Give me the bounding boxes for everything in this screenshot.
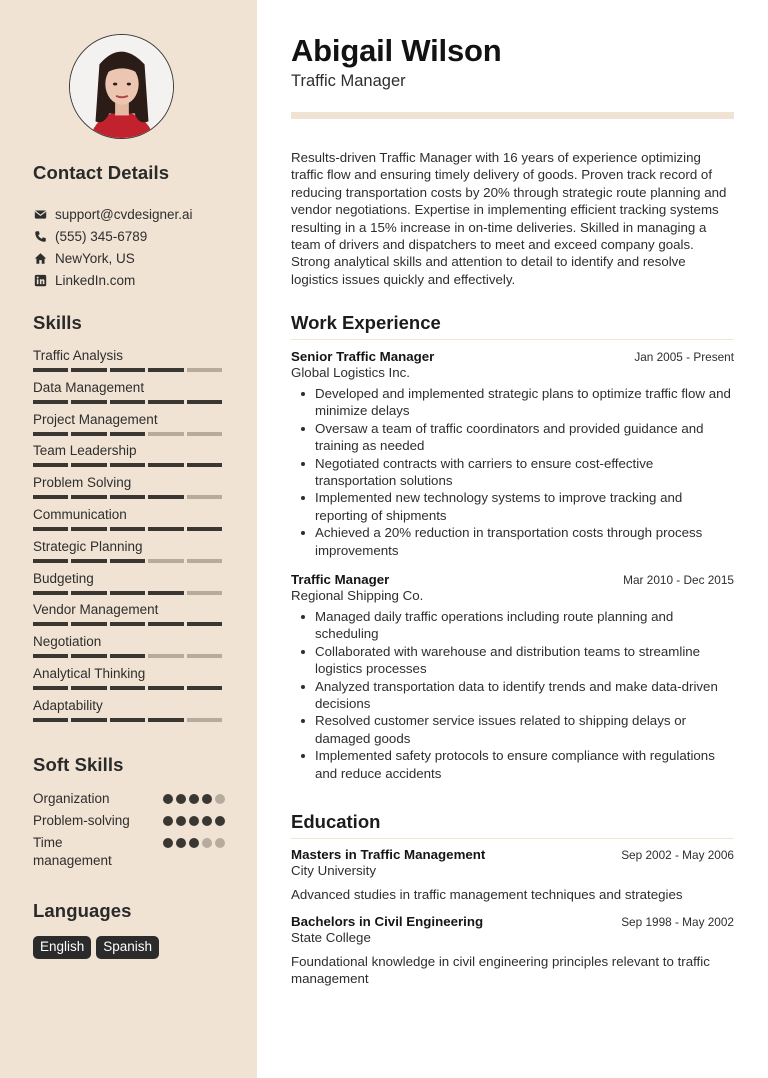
skill-level-segment: [110, 495, 145, 499]
skill-name: Analytical Thinking: [33, 665, 146, 681]
skill-name: Communication: [33, 506, 127, 522]
education-divider: [291, 838, 734, 839]
degree-date: Sep 1998 - May 2002: [621, 915, 734, 929]
skill-level-segment: [110, 591, 145, 595]
summary: Results-driven Traffic Manager with 16 years of experience optimizing traffic flow and ensuring timely delivery of goods. Proven track record of reducing transportation costs by 20% through strategic route planning and vendor negotiations. Expertise in implementing efficient tracking systems resulting in a 15% increase in on-time deliveries. Skilled in managing a team of drivers and dispatchers to meet and exceed company goals. Strong analytical skills and attention to detail to identify and resolve logistics issues quickly and effectively.: [291, 150, 727, 287]
skill-item: [33, 697, 225, 729]
skill-level-segment: [148, 432, 183, 436]
skill-level-segment: [71, 622, 106, 626]
soft-skill-rating: [163, 794, 225, 804]
rating-dot: [176, 838, 186, 848]
skill-level-segment: [71, 654, 106, 658]
skill-level-segment: [187, 654, 222, 658]
skill-item: [33, 411, 225, 443]
job-role: Senior Traffic Manager: [291, 349, 435, 364]
skill-item: [33, 442, 225, 474]
skill-level-segment: [110, 368, 145, 372]
main-content: [257, 0, 768, 1078]
job-bullet: Achieved a 20% reduction in transportation costs through process improvements: [291, 524, 734, 559]
skill-level-segment: [110, 463, 145, 467]
degree-name: Bachelors in Civil Engineering: [291, 914, 484, 929]
job-bullet: Developed and implemented strategic plans to optimize traffic flow and minimize delays: [291, 385, 734, 420]
skill-level-bar: [33, 718, 222, 722]
rating-dot: [163, 794, 173, 804]
header-accent-bar: [291, 112, 734, 119]
skill-level-segment: [71, 686, 106, 690]
contact-email[interactable]: [33, 203, 243, 225]
skill-level-segment: [148, 718, 183, 722]
rating-dot: [163, 838, 173, 848]
soft-skill-name: Organization: [33, 791, 110, 806]
soft-skill-item: [33, 790, 225, 808]
contact-linkedin[interactable]: [33, 269, 243, 291]
skill-item: [33, 665, 225, 697]
job-bullets: [291, 385, 734, 559]
skill-item: [33, 474, 225, 506]
skill-level-segment: [187, 463, 222, 467]
phone-icon: [33, 229, 47, 243]
skill-level-bar: [33, 622, 222, 626]
skill-name: Adaptability: [33, 697, 103, 713]
skill-level-segment: [33, 432, 68, 436]
skill-level-segment: [110, 686, 145, 690]
skill-level-segment: [33, 686, 68, 690]
skill-level-segment: [148, 400, 183, 404]
degree-date: Sep 2002 - May 2006: [621, 848, 734, 862]
sidebar: [0, 0, 257, 1078]
avatar: [69, 34, 174, 139]
skill-level-segment: [110, 622, 145, 626]
languages-heading: Languages: [33, 900, 132, 921]
skill-level-segment: [187, 527, 222, 531]
skill-level-segment: [71, 591, 106, 595]
skill-level-bar: [33, 368, 222, 372]
skill-level-bar: [33, 495, 222, 499]
rating-dot: [189, 838, 199, 848]
skill-level-segment: [71, 400, 106, 404]
skill-level-segment: [187, 622, 222, 626]
skill-level-segment: [33, 495, 68, 499]
skill-name: Negotiation: [33, 634, 102, 650]
education-description: Foundational knowledge in civil engineering principles relevant to traffic management: [291, 954, 710, 987]
skill-name: Traffic Analysis: [33, 348, 124, 363]
job-bullet: Implemented new technology systems to improve tracking and reporting of shipments: [291, 489, 734, 524]
soft-skills-list: [33, 790, 225, 874]
contact-phone-text: (555) 345-6789: [55, 228, 148, 244]
job-bullet: Resolved customer service issues related to shipping delays or damaged goods: [291, 712, 734, 747]
skill-level-segment: [148, 495, 183, 499]
candidate-name: Abigail Wilson: [291, 33, 502, 68]
contact-list: [33, 203, 243, 291]
soft-skill-item: [33, 812, 225, 830]
skill-level-segment: [33, 622, 68, 626]
skill-level-segment: [33, 559, 68, 563]
skill-item: [33, 633, 225, 665]
soft-skill-name: Time management: [33, 835, 112, 868]
skill-item: [33, 379, 225, 411]
skills-heading: Skills: [33, 312, 82, 333]
job-org: Global Logistics Inc.: [291, 365, 410, 380]
home-icon: [33, 251, 47, 265]
soft-skill-rating: [163, 838, 225, 848]
contact-phone[interactable]: [33, 225, 243, 247]
skill-level-segment: [187, 400, 222, 404]
skill-item: [33, 601, 225, 633]
soft-skill-item: [33, 834, 225, 870]
education-entry: [291, 914, 734, 988]
skill-level-segment: [187, 368, 222, 372]
skill-level-segment: [187, 559, 222, 563]
rating-dot: [176, 794, 186, 804]
rating-dot: [215, 794, 225, 804]
skill-level-segment: [33, 654, 68, 658]
skill-item: [33, 570, 225, 602]
skill-level-segment: [33, 400, 68, 404]
contact-linkedin-text: LinkedIn.com: [55, 272, 136, 288]
rating-dot: [202, 794, 212, 804]
skill-level-segment: [71, 463, 106, 467]
skill-name: Budgeting: [33, 570, 94, 586]
soft-skills-heading: Soft Skills: [33, 754, 124, 775]
skill-level-segment: [71, 559, 106, 563]
skill-level-bar: [33, 432, 222, 436]
skill-level-segment: [187, 495, 222, 499]
rating-dot: [189, 794, 199, 804]
skill-level-segment: [110, 400, 145, 404]
skill-level-segment: [148, 622, 183, 626]
skill-level-segment: [187, 432, 222, 436]
skill-level-bar: [33, 591, 222, 595]
rating-dot: [215, 838, 225, 848]
soft-skill-rating: [163, 816, 225, 826]
work-heading: Work Experience: [291, 312, 441, 333]
education-heading: Education: [291, 811, 381, 832]
skill-item: [33, 538, 225, 570]
languages-list: [33, 936, 159, 959]
skill-level-segment: [187, 591, 222, 595]
skill-level-segment: [148, 591, 183, 595]
skill-level-segment: [110, 718, 145, 722]
candidate-title: Traffic Manager: [291, 72, 406, 90]
soft-skill-name: Problem-solving: [33, 813, 130, 828]
skill-level-segment: [33, 527, 68, 531]
skill-level-bar: [33, 400, 222, 404]
contact-location: [33, 247, 243, 269]
language-pill: English: [33, 936, 91, 959]
job-bullet: Managed daily traffic operations including route planning and scheduling: [291, 608, 734, 643]
education-description: Advanced studies in traffic management techniques and strategies: [291, 887, 683, 902]
job-role: Traffic Manager: [291, 572, 390, 587]
job-date: Jan 2005 - Present: [634, 350, 734, 364]
skill-name: Vendor Management: [33, 602, 159, 618]
skill-level-segment: [110, 559, 145, 563]
skill-level-segment: [71, 432, 106, 436]
skill-level-bar: [33, 463, 222, 467]
skill-level-segment: [71, 368, 106, 372]
skill-name: Project Management: [33, 411, 158, 427]
school-name: City University: [291, 863, 376, 878]
rating-dot: [202, 838, 212, 848]
job-bullets: [291, 608, 734, 782]
job-bullet: Oversaw a team of traffic coordinators and provided guidance and training as needed: [291, 420, 734, 455]
job-date: Mar 2010 - Dec 2015: [623, 573, 734, 587]
skill-level-segment: [110, 432, 145, 436]
rating-dot: [215, 816, 225, 826]
linkedin-icon: [33, 273, 47, 287]
skill-level-segment: [33, 368, 68, 372]
skill-level-bar: [33, 686, 222, 690]
contact-email-text: support@cvdesigner.ai: [55, 206, 193, 222]
rating-dot: [202, 816, 212, 826]
skill-level-segment: [71, 718, 106, 722]
rating-dot: [176, 816, 186, 826]
skill-level-segment: [148, 368, 183, 372]
work-divider: [291, 339, 734, 340]
job-bullet: Negotiated contracts with carriers to ensure cost-effective transportation solutions: [291, 455, 734, 490]
skill-name: Team Leadership: [33, 443, 137, 459]
skill-level-bar: [33, 527, 222, 531]
skill-level-segment: [110, 527, 145, 531]
skill-level-segment: [148, 463, 183, 467]
education-entry: [291, 847, 734, 903]
skill-level-segment: [148, 527, 183, 531]
skill-level-segment: [71, 527, 106, 531]
language-pill: Spanish: [96, 936, 159, 959]
contact-heading: Contact Details: [33, 162, 170, 183]
job-entry: [291, 572, 734, 782]
job-bullet: Implemented safety protocols to ensure compliance with regulations and reduce accidents: [291, 747, 734, 782]
rating-dot: [163, 816, 173, 826]
skill-level-segment: [33, 463, 68, 467]
skill-name: Data Management: [33, 379, 145, 395]
skill-level-segment: [148, 559, 183, 563]
skill-level-bar: [33, 654, 222, 658]
skill-level-segment: [71, 495, 106, 499]
skill-item: [33, 506, 225, 538]
skill-item: [33, 347, 225, 379]
rating-dot: [189, 816, 199, 826]
job-entry: [291, 349, 734, 559]
contact-location-text: NewYork, US: [55, 250, 135, 266]
skill-level-segment: [187, 686, 222, 690]
skill-name: Problem Solving: [33, 475, 132, 491]
skill-level-segment: [148, 686, 183, 690]
skill-level-segment: [33, 591, 68, 595]
skills-list: [33, 347, 225, 729]
envelope-icon: [33, 207, 47, 221]
job-bullet: Analyzed transportation data to identify trends and make data-driven decisions: [291, 678, 734, 713]
job-bullet: Collaborated with warehouse and distribution teams to streamline logistics processes: [291, 643, 734, 678]
skill-level-segment: [187, 718, 222, 722]
skill-name: Strategic Planning: [33, 538, 143, 554]
profile-photo: [70, 35, 173, 138]
skill-level-segment: [110, 654, 145, 658]
skill-level-bar: [33, 559, 222, 563]
job-org: Regional Shipping Co.: [291, 588, 424, 603]
skill-level-segment: [33, 718, 68, 722]
school-name: State College: [291, 930, 371, 945]
degree-name: Masters in Traffic Management: [291, 847, 486, 862]
skill-level-segment: [148, 654, 183, 658]
